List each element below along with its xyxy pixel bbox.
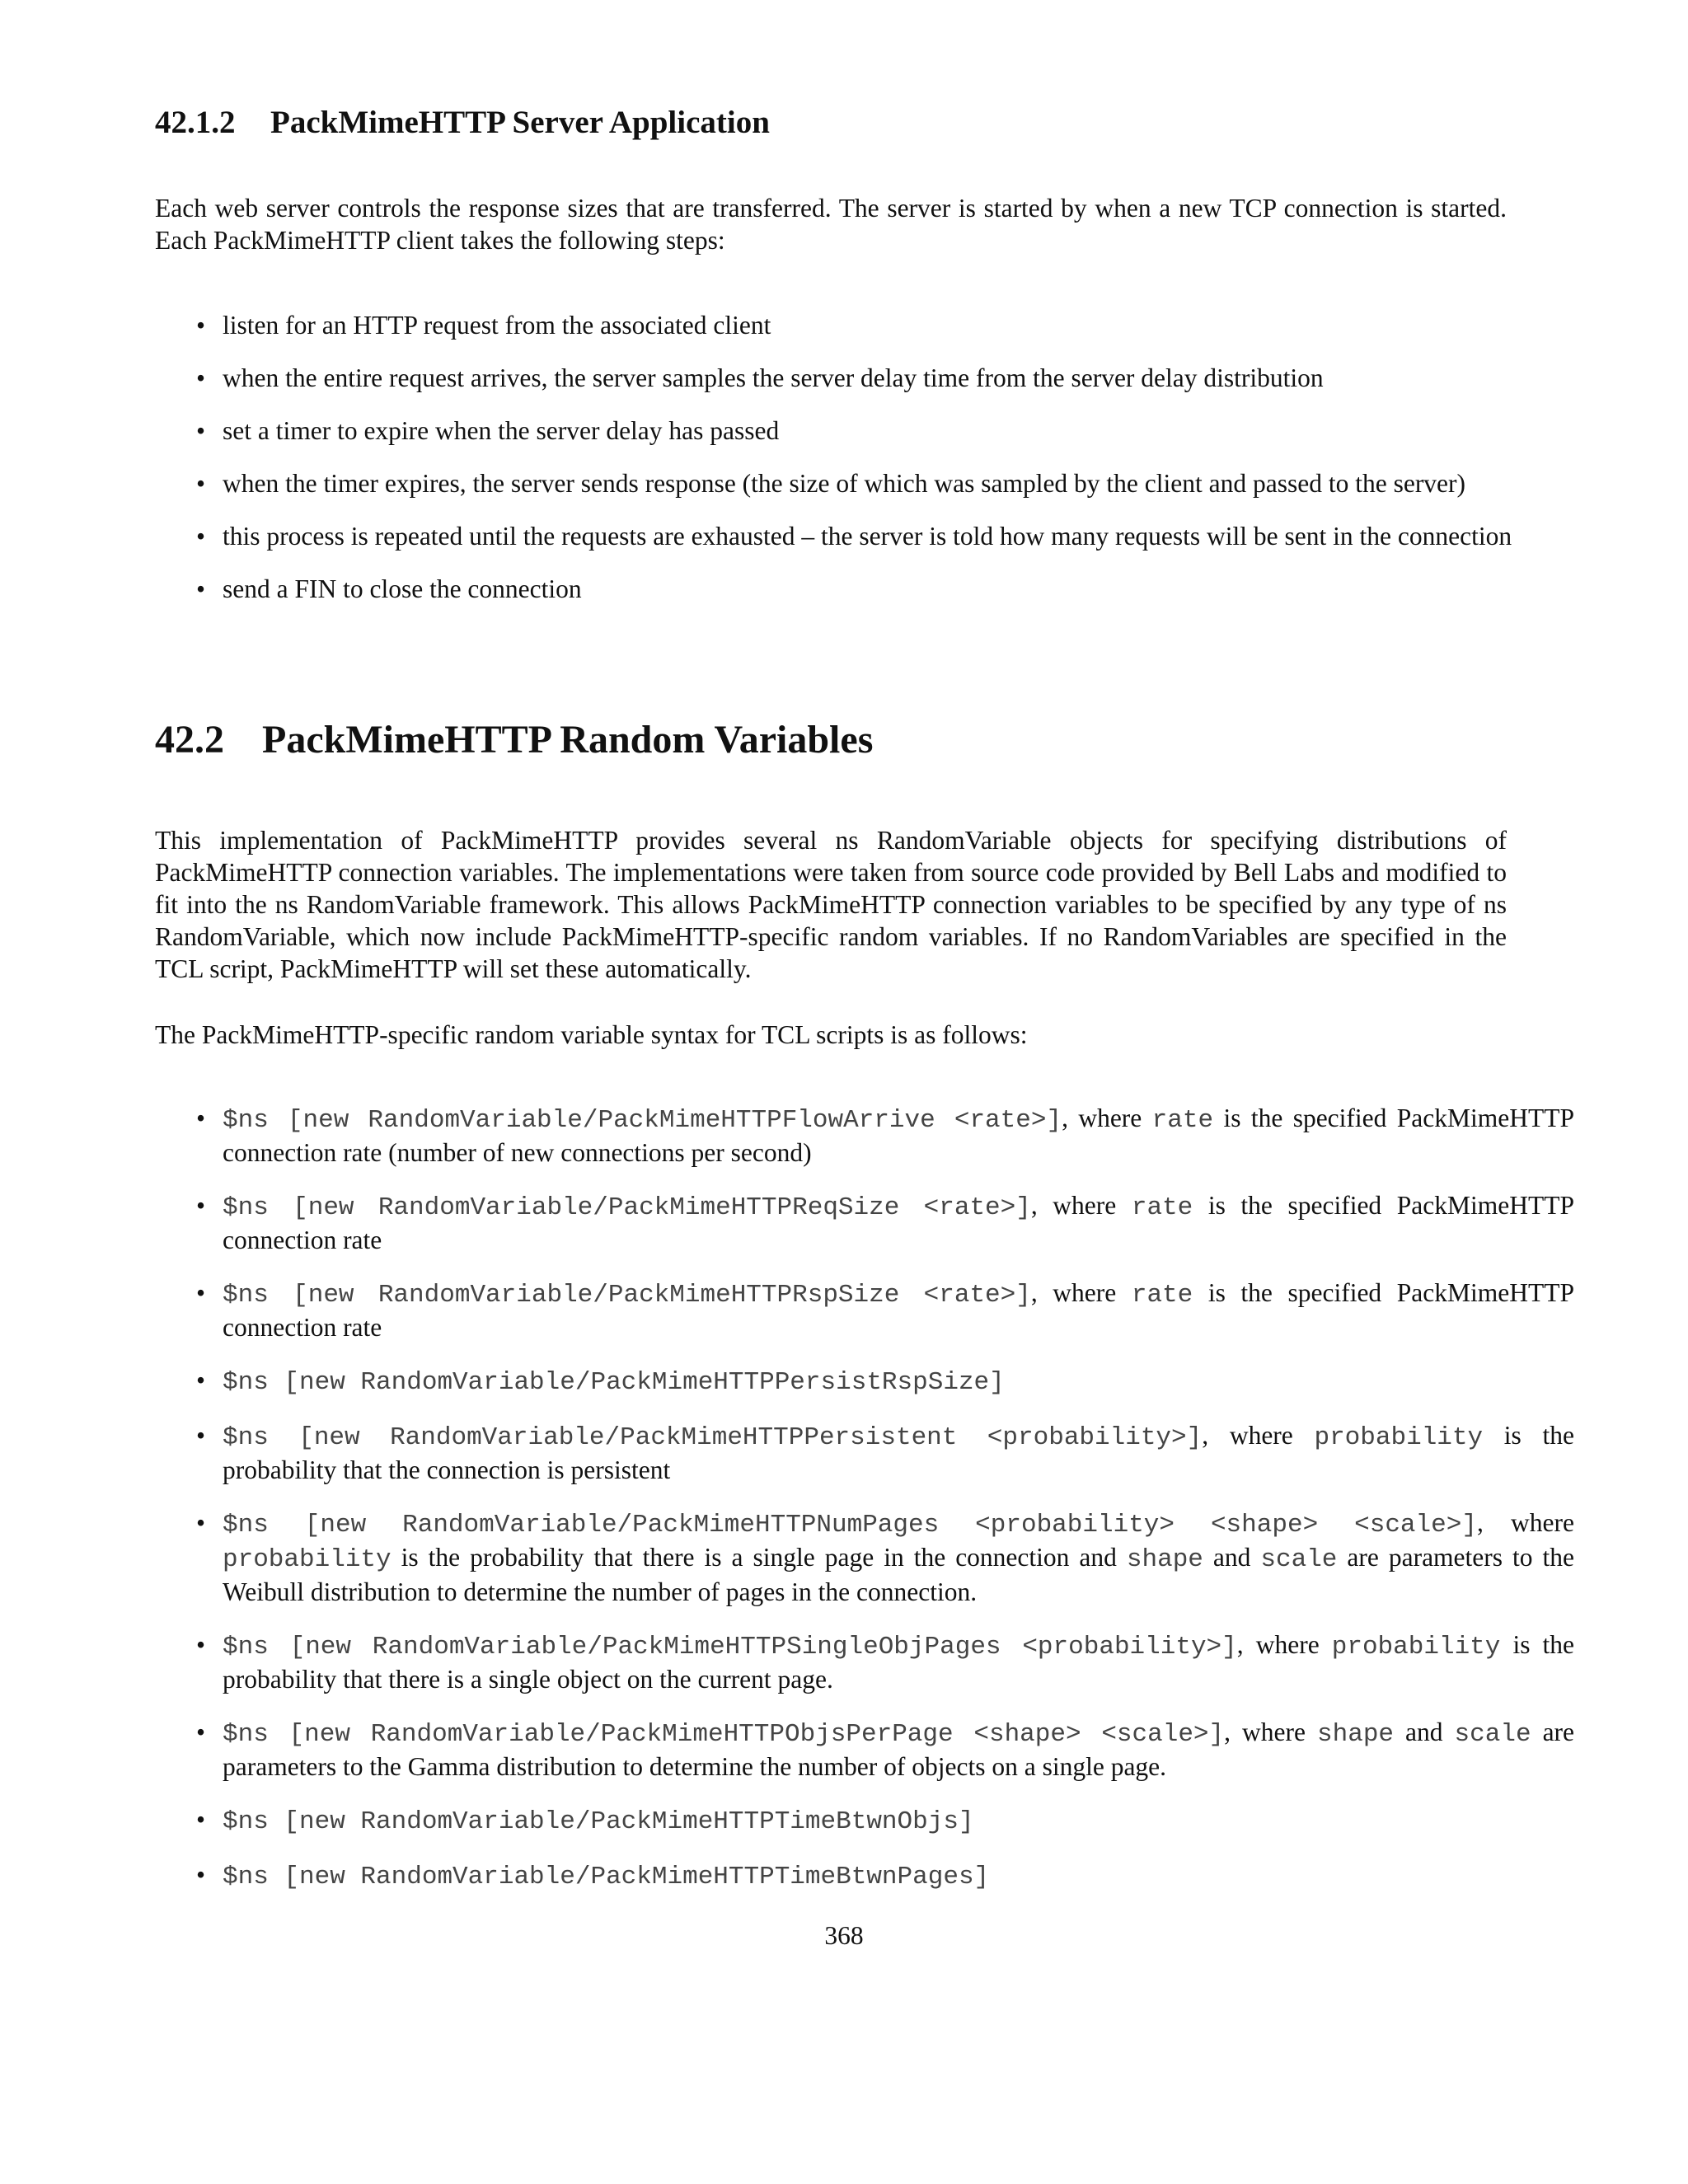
parameter-name: shape bbox=[1126, 1545, 1203, 1574]
list-item-text: listen for an HTTP request from the associated client bbox=[223, 311, 771, 340]
code-snippet: $ns [new RandomVariable/PackMimeHTTPRspSize <rate>] bbox=[223, 1281, 1031, 1310]
list-item bbox=[155, 1507, 1573, 1608]
list-item bbox=[155, 467, 1573, 499]
code-snippet: $ns [new RandomVariable/PackMimeHTTPFlowArrive <rate>] bbox=[223, 1106, 1062, 1135]
bullet-icon: • bbox=[196, 522, 206, 551]
bullet-icon: • bbox=[196, 469, 206, 498]
server-intro-paragraph: Each web server controls the response sizes that are transferred. The server is started by when a new TCP connection is started. Each PackMimeHTTP client takes the following steps: bbox=[155, 194, 1507, 255]
random-variable-list bbox=[155, 1102, 1573, 1914]
list-item-text bbox=[223, 1858, 1574, 1893]
parameter-name: rate bbox=[1131, 1193, 1193, 1222]
code-snippet: $ns [new RandomVariable/PackMimeHTTPReqSize <rate>] bbox=[223, 1193, 1031, 1222]
code-snippet: $ns [new RandomVariable/PackMimeHTTPObjsPerPage <shape> <scale>] bbox=[223, 1720, 1225, 1749]
page-number: 368 bbox=[824, 1921, 864, 1950]
parameter-name: rate bbox=[1131, 1281, 1193, 1310]
list-item bbox=[155, 309, 1573, 341]
section-title: PackMimeHTTP Random Variables bbox=[262, 718, 874, 762]
parameter-name: scale bbox=[1454, 1720, 1531, 1749]
list-item-text: this process is repeated until the requests are exhausted – the server is told how many requests will be sent in the connection bbox=[223, 522, 1512, 551]
subsection-title: PackMimeHTTP Server Application bbox=[270, 105, 770, 140]
section-heading bbox=[155, 715, 1556, 765]
parameter-name: probability bbox=[1314, 1423, 1484, 1452]
list-item bbox=[155, 1803, 1573, 1838]
bullet-icon: • bbox=[196, 1421, 206, 1450]
code-snippet: $ns [new RandomVariable/PackMimeHTTPTimeBtwnObjs] bbox=[223, 1807, 974, 1836]
code-snippet: $ns [new RandomVariable/PackMimeHTTPNumPages <probability> <shape> <scale>] bbox=[223, 1511, 1477, 1540]
rv-syntax-intro: The PackMimeHTTP-specific random variable syntax for TCL scripts is as follows: bbox=[155, 1020, 1028, 1049]
list-item bbox=[155, 520, 1573, 552]
list-item-text bbox=[223, 1803, 1574, 1838]
bullet-icon: • bbox=[196, 311, 206, 340]
list-item bbox=[155, 1102, 1573, 1169]
parameter-name: probability bbox=[223, 1545, 392, 1574]
list-item-text: $ns [new RandomVariable/PackMimeHTTPRspSize <rate>], where rate is the specified PackMimeHTTP connection rate bbox=[223, 1278, 1574, 1342]
bullet-icon: • bbox=[196, 1805, 206, 1834]
parameter-name: probability bbox=[1331, 1633, 1501, 1661]
list-item-text: $ns [new RandomVariable/PackMimeHTTPNumPages <probability> <shape> <scale>], where probability is the probability that there is a single page in the connection and shape and scale are parameters to the Weibull distribution to determine the number of pages in the connection. bbox=[223, 1508, 1574, 1606]
bullet-icon: • bbox=[196, 1366, 206, 1394]
list-item bbox=[155, 1189, 1573, 1256]
list-item bbox=[155, 1364, 1573, 1399]
bullet-icon: • bbox=[196, 1508, 206, 1537]
code-snippet: $ns [new RandomVariable/PackMimeHTTPPersistRspSize] bbox=[223, 1368, 1005, 1397]
list-item bbox=[155, 1419, 1573, 1486]
list-item-text bbox=[223, 1364, 1574, 1399]
list-item-text: $ns [new RandomVariable/PackMimeHTTPPersistent <probability>], where probability is the probability that the connection is persistent bbox=[223, 1421, 1574, 1484]
parameter-name: rate bbox=[1151, 1106, 1214, 1135]
rv-intro-paragraph: This implementation of PackMimeHTTP provides several ns RandomVariable objects for specifying distributions of PackMimeHTTP connection variables. The implementations were taken from source code provided by Bell Labs and modified to fit into the ns RandomVariable framework. This allows PackMimeHTTP connection variables to be specified by any type of ns RandomVariable, which now include PackMimeHTTP-specific random variables. If no RandomVariables are specified in the TCL script, PackMimeHTTP will set these automatically. bbox=[155, 826, 1507, 983]
bullet-icon: • bbox=[196, 1191, 206, 1220]
parameter-name: scale bbox=[1260, 1545, 1338, 1574]
code-snippet: $ns [new RandomVariable/PackMimeHTTPTimeBtwnPages] bbox=[223, 1863, 990, 1891]
list-item bbox=[155, 415, 1573, 447]
list-item bbox=[155, 573, 1573, 605]
list-item-text: $ns [new RandomVariable/PackMimeHTTPSingleObjPages <probability>], where probability is the probability that there is a single object on the current page. bbox=[223, 1630, 1575, 1694]
bullet-icon: • bbox=[196, 1278, 206, 1307]
bullet-icon: • bbox=[196, 1718, 206, 1746]
server-steps-list bbox=[155, 309, 1573, 626]
list-item bbox=[155, 1858, 1573, 1893]
list-item bbox=[155, 1716, 1573, 1783]
parameter-name: shape bbox=[1317, 1720, 1395, 1749]
list-item bbox=[155, 1629, 1573, 1695]
bullet-icon: • bbox=[196, 1860, 206, 1889]
bullet-icon: • bbox=[196, 416, 206, 445]
bullet-icon: • bbox=[196, 1630, 206, 1659]
section-number: 42.2 bbox=[155, 718, 224, 762]
list-item-text: when the timer expires, the server sends response (the size of which was sampled by the client and passed to the server) bbox=[223, 469, 1466, 498]
code-snippet: $ns [new RandomVariable/PackMimeHTTPSingleObjPages <probability>] bbox=[223, 1633, 1237, 1661]
subsection-number: 42.1.2 bbox=[155, 105, 236, 140]
code-snippet: $ns [new RandomVariable/PackMimeHTTPPersistent <probability>] bbox=[223, 1423, 1203, 1452]
list-item-text: when the entire request arrives, the server samples the server delay time from the server delay distribution bbox=[223, 363, 1324, 392]
subsection-heading bbox=[155, 102, 1556, 143]
bullet-icon: • bbox=[196, 363, 206, 392]
list-item-text: send a FIN to close the connection bbox=[223, 574, 582, 603]
list-item-text: $ns [new RandomVariable/PackMimeHTTPObjsPerPage <shape> <scale>], where shape and scale are parameters to the Gamma distribution to determine the number of objects on a single page. bbox=[223, 1718, 1575, 1781]
list-item-text: $ns [new RandomVariable/PackMimeHTTPReqSize <rate>], where rate is the specified PackMimeHTTP connection rate bbox=[223, 1191, 1574, 1254]
list-item-text: $ns [new RandomVariable/PackMimeHTTPFlowArrive <rate>], where rate is the specified PackMimeHTTP connection rate (number of new connections per second) bbox=[223, 1104, 1574, 1167]
list-item bbox=[155, 362, 1573, 394]
bullet-icon: • bbox=[196, 574, 206, 603]
list-item bbox=[155, 1277, 1573, 1343]
bullet-icon: • bbox=[196, 1104, 206, 1132]
list-item-text: set a timer to expire when the server delay has passed bbox=[223, 416, 780, 445]
